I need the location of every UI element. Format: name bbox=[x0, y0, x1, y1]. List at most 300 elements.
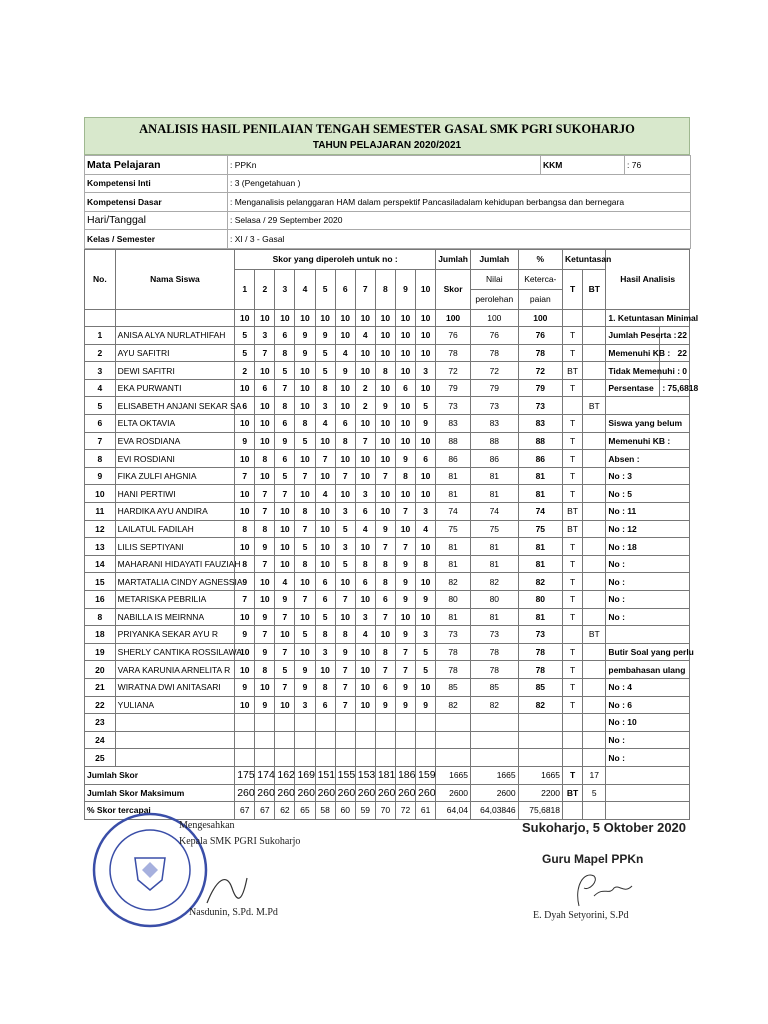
student-score: 10 bbox=[355, 344, 375, 362]
student-bt bbox=[583, 432, 606, 450]
table-row bbox=[85, 749, 690, 767]
ketuntasan-count: 5 bbox=[583, 784, 606, 802]
student-jumlah: 78 bbox=[436, 344, 471, 362]
table-row bbox=[85, 503, 690, 521]
student-score: 4 bbox=[355, 520, 375, 538]
student-score: 10 bbox=[355, 415, 375, 433]
student-score: 8 bbox=[295, 503, 315, 521]
table-row bbox=[85, 432, 690, 450]
analysis-text: No : 18 bbox=[606, 538, 690, 556]
student-name: DEWI SAFITRI bbox=[115, 362, 235, 380]
student-score: 8 bbox=[335, 626, 355, 644]
student-nilai: 76 bbox=[471, 327, 519, 345]
student-score: 10 bbox=[355, 696, 375, 714]
header-question-num: 1 bbox=[235, 269, 255, 309]
student-score: 10 bbox=[395, 520, 415, 538]
student-score: 7 bbox=[275, 608, 295, 626]
student-score: 10 bbox=[355, 450, 375, 468]
student-score: 10 bbox=[335, 573, 355, 591]
student-pct: 73 bbox=[518, 626, 562, 644]
student-score: 7 bbox=[275, 485, 295, 503]
student-score bbox=[295, 714, 315, 732]
table-row bbox=[85, 344, 690, 362]
student-score: 10 bbox=[255, 397, 275, 415]
student-jumlah: 82 bbox=[436, 573, 471, 591]
student-score: 10 bbox=[355, 678, 375, 696]
student-name: HANI PERTIWI bbox=[115, 485, 235, 503]
student-bt bbox=[583, 696, 606, 714]
student-score: 5 bbox=[335, 555, 355, 573]
student-nilai: 82 bbox=[471, 573, 519, 591]
student-score: 3 bbox=[255, 327, 275, 345]
kkm-value: : 76 bbox=[625, 156, 691, 175]
student-score: 6 bbox=[355, 503, 375, 521]
student-score bbox=[416, 749, 436, 767]
student-score: 7 bbox=[395, 503, 415, 521]
total-value: 260 bbox=[355, 784, 375, 802]
table-header-row bbox=[85, 249, 690, 269]
total-value: 151 bbox=[315, 766, 335, 784]
student-score: 3 bbox=[335, 538, 355, 556]
student-t: T bbox=[563, 327, 583, 345]
student-score: 10 bbox=[416, 432, 436, 450]
student-score: 10 bbox=[335, 608, 355, 626]
student-score: 5 bbox=[315, 362, 335, 380]
student-score bbox=[395, 749, 415, 767]
empty-cell bbox=[115, 309, 235, 327]
total-value: 181 bbox=[375, 766, 395, 784]
student-score: 4 bbox=[335, 344, 355, 362]
analysis-value: 22 bbox=[660, 344, 690, 362]
student-score: 10 bbox=[395, 344, 415, 362]
max-score: 10 bbox=[375, 309, 395, 327]
student-score: 10 bbox=[375, 415, 395, 433]
student-score bbox=[395, 714, 415, 732]
analysis-text: No : 3 bbox=[606, 467, 690, 485]
student-score: 8 bbox=[416, 555, 436, 573]
student-score: 10 bbox=[235, 379, 255, 397]
student-score bbox=[355, 714, 375, 732]
student-score bbox=[335, 749, 355, 767]
student-score: 9 bbox=[416, 415, 436, 433]
student-t: T bbox=[563, 538, 583, 556]
student-nilai bbox=[471, 731, 519, 749]
student-no: 23 bbox=[85, 714, 116, 732]
student-score: 10 bbox=[235, 696, 255, 714]
student-jumlah: 72 bbox=[436, 362, 471, 380]
student-score: 10 bbox=[315, 503, 335, 521]
student-score bbox=[416, 714, 436, 732]
student-nilai: 81 bbox=[471, 555, 519, 573]
analysis-text: No : 6 bbox=[606, 696, 690, 714]
header-hasil: Hasil Analisis bbox=[606, 249, 690, 309]
student-jumlah: 81 bbox=[436, 555, 471, 573]
student-pct: 81 bbox=[518, 467, 562, 485]
student-name: ELISABETH ANJANI SEKAR SA bbox=[115, 397, 235, 415]
empty-cell bbox=[563, 309, 583, 327]
student-pct: 79 bbox=[518, 379, 562, 397]
table-row bbox=[85, 608, 690, 626]
student-score: 8 bbox=[255, 450, 275, 468]
student-score: 6 bbox=[375, 678, 395, 696]
student-jumlah: 81 bbox=[436, 485, 471, 503]
student-t: T bbox=[563, 608, 583, 626]
student-score: 5 bbox=[315, 344, 335, 362]
student-score: 7 bbox=[255, 555, 275, 573]
max-pct: 100 bbox=[518, 309, 562, 327]
student-name: NABILLA IS MEIRNNA bbox=[115, 608, 235, 626]
student-bt bbox=[583, 327, 606, 345]
student-score: 10 bbox=[355, 643, 375, 661]
student-score: 9 bbox=[235, 573, 255, 591]
student-score: 10 bbox=[395, 362, 415, 380]
table-row bbox=[85, 555, 690, 573]
student-score: 8 bbox=[315, 626, 335, 644]
student-no: 1 bbox=[85, 327, 116, 345]
sheet-title-block bbox=[84, 117, 690, 155]
student-score: 10 bbox=[295, 450, 315, 468]
student-score bbox=[255, 749, 275, 767]
header-keter1: Keterca- bbox=[518, 269, 562, 289]
student-score: 9 bbox=[255, 696, 275, 714]
student-bt: BT bbox=[583, 626, 606, 644]
student-jumlah: 75 bbox=[436, 520, 471, 538]
student-score bbox=[395, 731, 415, 749]
analysis-text: No : 10 bbox=[606, 714, 690, 732]
student-bt bbox=[583, 344, 606, 362]
student-score: 10 bbox=[275, 696, 295, 714]
student-score: 10 bbox=[375, 450, 395, 468]
max-score: 10 bbox=[335, 309, 355, 327]
header-keter2: paian bbox=[518, 289, 562, 309]
table-row bbox=[85, 327, 690, 345]
student-bt bbox=[583, 450, 606, 468]
header-question-num: 8 bbox=[375, 269, 395, 309]
student-score: 9 bbox=[335, 362, 355, 380]
header-question-num: 9 bbox=[395, 269, 415, 309]
total-value: 260 bbox=[275, 784, 295, 802]
student-score: 10 bbox=[395, 485, 415, 503]
student-score: 10 bbox=[255, 678, 275, 696]
student-bt bbox=[583, 591, 606, 609]
student-score bbox=[235, 714, 255, 732]
student-nilai: 73 bbox=[471, 397, 519, 415]
student-score: 3 bbox=[355, 485, 375, 503]
jumlah-skor-max-row bbox=[85, 784, 690, 802]
student-nilai: 86 bbox=[471, 450, 519, 468]
student-name: FIKA ZULFI AHGNIA bbox=[115, 467, 235, 485]
header-question-num: 10 bbox=[416, 269, 436, 309]
student-nilai bbox=[471, 749, 519, 767]
analysis-text bbox=[606, 626, 690, 644]
table-row bbox=[85, 485, 690, 503]
student-nilai: 74 bbox=[471, 503, 519, 521]
info-table bbox=[84, 155, 691, 249]
student-nilai: 85 bbox=[471, 678, 519, 696]
student-jumlah: 82 bbox=[436, 696, 471, 714]
mapel-value: : PPKn bbox=[228, 156, 541, 175]
student-jumlah: 81 bbox=[436, 467, 471, 485]
student-score: 10 bbox=[395, 327, 415, 345]
student-score: 9 bbox=[395, 450, 415, 468]
student-score: 6 bbox=[375, 591, 395, 609]
total-value: 260 bbox=[235, 784, 255, 802]
student-no: 19 bbox=[85, 643, 116, 661]
student-no: 5 bbox=[85, 397, 116, 415]
kelas-label: Kelas / Semester bbox=[85, 230, 228, 249]
total-sum: 1665 bbox=[436, 766, 471, 784]
total-value: 260 bbox=[255, 784, 275, 802]
student-score: 5 bbox=[275, 661, 295, 679]
student-no: 8 bbox=[85, 608, 116, 626]
student-score: 7 bbox=[335, 678, 355, 696]
student-score: 7 bbox=[375, 661, 395, 679]
student-nilai: 81 bbox=[471, 467, 519, 485]
kepala-name: Nasdunin, S.Pd. M.Pd bbox=[189, 907, 278, 918]
student-jumlah: 88 bbox=[436, 432, 471, 450]
student-score: 10 bbox=[275, 520, 295, 538]
ketuntasan-count: 17 bbox=[583, 766, 606, 784]
total-value: 153 bbox=[355, 766, 375, 784]
student-pct: 81 bbox=[518, 608, 562, 626]
student-score: 9 bbox=[375, 520, 395, 538]
student-t: T bbox=[563, 379, 583, 397]
student-score: 10 bbox=[355, 362, 375, 380]
max-score: 10 bbox=[295, 309, 315, 327]
student-score: 3 bbox=[315, 397, 335, 415]
score-table bbox=[84, 249, 699, 820]
student-bt bbox=[583, 415, 606, 433]
max-score: 10 bbox=[275, 309, 295, 327]
student-pct bbox=[518, 731, 562, 749]
student-jumlah: 73 bbox=[436, 626, 471, 644]
student-name bbox=[115, 731, 235, 749]
student-no: 9 bbox=[85, 467, 116, 485]
student-score bbox=[375, 749, 395, 767]
table-row bbox=[85, 591, 690, 609]
student-score: 8 bbox=[375, 573, 395, 591]
total-label: % Skor tercapai bbox=[85, 802, 235, 820]
student-score: 10 bbox=[335, 397, 355, 415]
student-score: 9 bbox=[395, 678, 415, 696]
student-name: AYU SAFITRI bbox=[115, 344, 235, 362]
mapel-label: Mata Pelajaran bbox=[85, 156, 228, 175]
student-score bbox=[335, 714, 355, 732]
student-name: LILIS SEPTIYANI bbox=[115, 538, 235, 556]
student-score: 9 bbox=[395, 555, 415, 573]
table-row bbox=[85, 678, 690, 696]
student-bt bbox=[583, 731, 606, 749]
analysis-text: No : 11 bbox=[606, 503, 690, 521]
student-score: 10 bbox=[416, 678, 436, 696]
student-score: 7 bbox=[375, 467, 395, 485]
student-no: 15 bbox=[85, 573, 116, 591]
total-value: 260 bbox=[295, 784, 315, 802]
max-score-row bbox=[85, 309, 690, 327]
student-no: 22 bbox=[85, 696, 116, 714]
student-score: 10 bbox=[255, 432, 275, 450]
student-no: 14 bbox=[85, 555, 116, 573]
student-jumlah: 81 bbox=[436, 538, 471, 556]
student-t: T bbox=[563, 432, 583, 450]
student-name bbox=[115, 714, 235, 732]
student-bt bbox=[583, 485, 606, 503]
student-score: 6 bbox=[275, 450, 295, 468]
analysis-value: 0 bbox=[660, 362, 690, 380]
student-score: 6 bbox=[275, 327, 295, 345]
student-no: 6 bbox=[85, 415, 116, 433]
student-bt bbox=[583, 714, 606, 732]
student-score: 8 bbox=[335, 432, 355, 450]
student-score: 4 bbox=[315, 415, 335, 433]
student-pct: 86 bbox=[518, 450, 562, 468]
student-bt bbox=[583, 749, 606, 767]
analysis-text: Absen : bbox=[606, 450, 690, 468]
total-value: 70 bbox=[375, 802, 395, 820]
student-score bbox=[235, 749, 255, 767]
student-score: 5 bbox=[295, 432, 315, 450]
student-score: 8 bbox=[235, 520, 255, 538]
student-pct: 88 bbox=[518, 432, 562, 450]
table-row bbox=[85, 626, 690, 644]
total-value: 260 bbox=[335, 784, 355, 802]
student-score: 10 bbox=[416, 485, 436, 503]
student-score: 10 bbox=[416, 538, 436, 556]
hari-label: Hari/Tanggal bbox=[85, 211, 228, 230]
total-value: 58 bbox=[315, 802, 335, 820]
student-bt bbox=[583, 362, 606, 380]
student-name: EVI ROSDIANI bbox=[115, 450, 235, 468]
student-nilai: 78 bbox=[471, 661, 519, 679]
student-score: 7 bbox=[375, 608, 395, 626]
student-score: 5 bbox=[275, 467, 295, 485]
student-name: ANISA ALYA NURLATHIFAH bbox=[115, 327, 235, 345]
max-score: 10 bbox=[395, 309, 415, 327]
student-nilai: 83 bbox=[471, 415, 519, 433]
signature-footer bbox=[84, 806, 690, 956]
student-pct: 78 bbox=[518, 643, 562, 661]
student-score: 8 bbox=[295, 415, 315, 433]
table-row bbox=[85, 450, 690, 468]
header-question-num: 3 bbox=[275, 269, 295, 309]
student-score bbox=[315, 749, 335, 767]
total-value: 59 bbox=[355, 802, 375, 820]
total-pct: 2200 bbox=[518, 784, 562, 802]
student-score: 4 bbox=[355, 327, 375, 345]
student-t bbox=[563, 731, 583, 749]
student-score: 10 bbox=[315, 520, 335, 538]
student-score: 6 bbox=[235, 397, 255, 415]
header-question-num: 7 bbox=[355, 269, 375, 309]
header-perolehan: perolehan bbox=[471, 289, 519, 309]
student-score: 10 bbox=[235, 661, 255, 679]
analysis-text: No : bbox=[606, 608, 690, 626]
student-score: 7 bbox=[335, 661, 355, 679]
student-score: 5 bbox=[335, 520, 355, 538]
student-score: 9 bbox=[416, 696, 436, 714]
student-pct bbox=[518, 749, 562, 767]
student-score: 7 bbox=[295, 520, 315, 538]
student-score bbox=[315, 731, 335, 749]
student-score: 5 bbox=[416, 397, 436, 415]
student-bt bbox=[583, 520, 606, 538]
empty-cell bbox=[606, 766, 690, 784]
max-score: 10 bbox=[315, 309, 335, 327]
student-score: 10 bbox=[255, 591, 275, 609]
table-row bbox=[85, 714, 690, 732]
student-score: 10 bbox=[375, 432, 395, 450]
kepala-text: Kepala SMK PGRI Sukoharjo bbox=[179, 836, 301, 847]
student-score: 8 bbox=[375, 643, 395, 661]
student-score: 10 bbox=[375, 503, 395, 521]
student-score: 4 bbox=[416, 520, 436, 538]
student-nilai: 81 bbox=[471, 485, 519, 503]
student-jumlah: 80 bbox=[436, 591, 471, 609]
student-score: 6 bbox=[416, 450, 436, 468]
max-score: 10 bbox=[255, 309, 275, 327]
student-score: 10 bbox=[275, 503, 295, 521]
student-score: 9 bbox=[395, 696, 415, 714]
student-score bbox=[355, 731, 375, 749]
student-score: 7 bbox=[275, 379, 295, 397]
student-name: PRIYANKA SEKAR AYU R bbox=[115, 626, 235, 644]
analysis-sheet bbox=[84, 117, 699, 820]
table-row bbox=[85, 520, 690, 538]
table-row bbox=[85, 731, 690, 749]
student-nilai bbox=[471, 714, 519, 732]
student-score: 10 bbox=[235, 503, 255, 521]
student-pct: 81 bbox=[518, 555, 562, 573]
total-nilai: 2600 bbox=[471, 784, 519, 802]
total-value: 260 bbox=[315, 784, 335, 802]
student-score: 5 bbox=[315, 608, 335, 626]
student-name: WIRATNA DWI ANITASARI bbox=[115, 678, 235, 696]
student-score: 5 bbox=[275, 362, 295, 380]
analysis-text: No : bbox=[606, 749, 690, 767]
student-bt: BT bbox=[583, 397, 606, 415]
student-score: 6 bbox=[255, 379, 275, 397]
total-value: 72 bbox=[395, 802, 415, 820]
student-score: 7 bbox=[275, 678, 295, 696]
analysis-text: Butir Soal yang perlu bbox=[606, 643, 690, 661]
student-score: 6 bbox=[335, 415, 355, 433]
student-pct: 83 bbox=[518, 415, 562, 433]
student-t: T bbox=[563, 344, 583, 362]
header-ketuntasan: Ketuntasan bbox=[563, 249, 606, 269]
table-row bbox=[85, 467, 690, 485]
mengesahkan-text: Mengesahkan bbox=[179, 820, 235, 831]
student-score: 3 bbox=[355, 608, 375, 626]
student-score: 9 bbox=[315, 327, 335, 345]
analysis-text: Memenuhi KB : bbox=[606, 344, 660, 362]
student-nilai: 81 bbox=[471, 608, 519, 626]
student-score: 10 bbox=[295, 643, 315, 661]
student-score: 5 bbox=[416, 661, 436, 679]
student-score: 10 bbox=[235, 538, 255, 556]
student-score: 10 bbox=[416, 379, 436, 397]
total-value: 60 bbox=[335, 802, 355, 820]
total-value: 155 bbox=[335, 766, 355, 784]
student-nilai: 72 bbox=[471, 362, 519, 380]
student-score: 7 bbox=[255, 626, 275, 644]
student-score: 10 bbox=[255, 362, 275, 380]
student-t: T bbox=[563, 573, 583, 591]
student-bt bbox=[583, 503, 606, 521]
analysis-text: No : 4 bbox=[606, 678, 690, 696]
student-score: 10 bbox=[315, 432, 335, 450]
student-score: 9 bbox=[395, 626, 415, 644]
student-score: 5 bbox=[416, 643, 436, 661]
